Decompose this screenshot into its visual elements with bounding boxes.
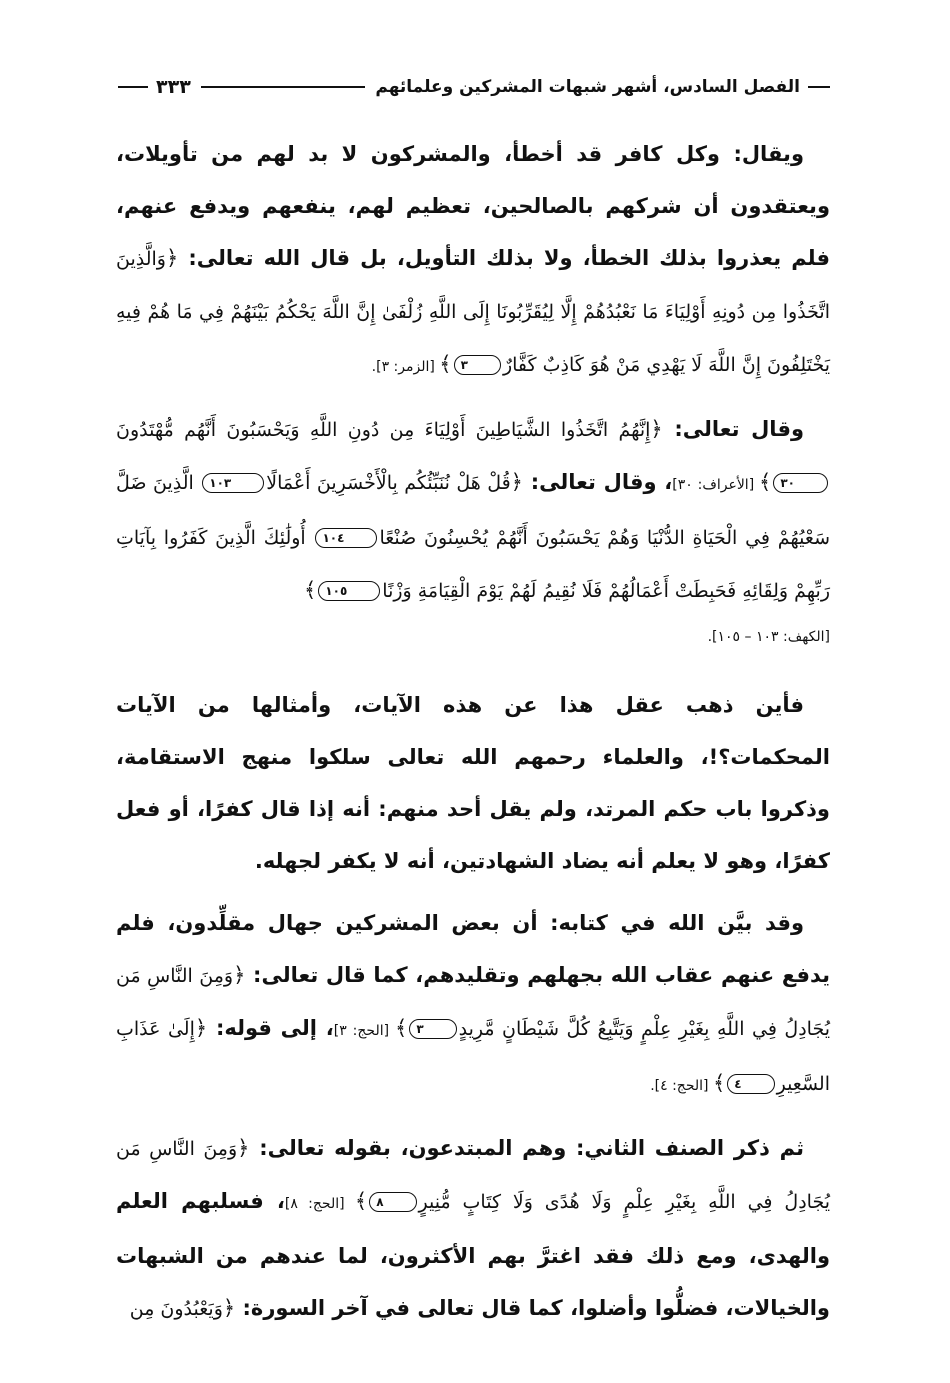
paragraph (116, 403, 830, 617)
quran-close-bracket: ﴾ (439, 352, 452, 376)
quran-open-bracket: ﴿ (165, 246, 179, 270)
body-text-run: فأين ذهب عقل هذا عن هذه الآيات، وأمثالها من الآيات المحكمات؟!، والعلماء رحمهم الله تعالى سلكوا منهج الاستقامة، وذكروا باب حكم المرتد، ولم يقل أحد منهم: أنه إذا قال كفرًا، أو فعل كفرًا، وهو لا يعلم أنه يضاد الشهادتين، أنه لا يكفر لجهله. (116, 693, 830, 873)
quran-open-bracket: ﴿ (233, 963, 246, 987)
quran-open-bracket: ﴿ (650, 417, 663, 441)
page-number: ٣٣٣ (156, 76, 191, 98)
verse-reference: [الكهف: ١٠٣ – ١٠٥]. (707, 629, 830, 645)
body-text-run: وقد بيَّن الله في كتابه: أن بعض المشركين جهال مقلِّدون، فلم يدفع عنهم عقاب الله بجهلهم وتقليدهم، كما قال تعالى: (116, 911, 830, 987)
header-rule-right (808, 86, 830, 88)
chapter-title: الفصل السادس، أشهر شبهات المشركين وعلمائهم (375, 77, 800, 97)
body-text (116, 128, 830, 1335)
paragraph (116, 679, 830, 887)
quran-close-bracket: ﴾ (759, 470, 772, 494)
header-rule-middle (201, 86, 366, 88)
verse-reference: [الحج: ٤]. (650, 1078, 713, 1094)
quran-close-bracket: ﴾ (712, 1071, 726, 1095)
ayah-number-marker: ١٠٤ (315, 528, 377, 548)
ayah-number-marker: ٨ (369, 1192, 416, 1212)
verse-reference: [الحج: ٨] (284, 1196, 355, 1212)
quran-text: أُولَٰئِكَ الَّذِينَ كَفَرُوا بِآيَاتِ رَبِّهِمْ وَلِقَائِهِ فَحَبِطَتْ أَعْمَالُهُمْ فَلَا نُقِيمُ لَهُمْ يَوْمَ الْقِيَامَةِ وَزْنًا (116, 527, 830, 602)
body-text-run: ، وقال تعالى: (522, 470, 673, 494)
ayah-number-marker: ٣ (454, 355, 501, 375)
body-text-run: ويقال: وكل كافر قد أخطأ، والمشركون لا بد لهم من تأويلات، ويعتقدون أن شركهم بالصالحين، تعظيم لهم، ينفعهم ويدفع عنهم، فلم يعذروا بذلك الخطأ، ولا بذلك التأويل، بل قال الله تعالى: (116, 142, 830, 270)
quran-text: وَيَعْبُدُونَ مِن (129, 1298, 223, 1320)
header-rule-left (118, 86, 148, 88)
verse-reference: [الحج: ٣] (333, 1023, 395, 1039)
quran-close-bracket: ﴾ (395, 1016, 408, 1040)
ayah-number-marker: ١٠٣ (202, 473, 264, 493)
quran-open-bracket: ﴿ (222, 1296, 236, 1320)
quran-open-bracket: ﴿ (237, 1136, 250, 1160)
quran-text: قُلْ هَلْ نُنَبِّئُكُم بِالْأَخْسَرِينَ أَعْمَالًا (266, 472, 511, 494)
body-text-run: ، إلى قوله: (207, 1016, 334, 1040)
running-header (118, 70, 830, 104)
ayah-number-marker: ٣ (409, 1019, 456, 1039)
ayah-number-marker: ٣٠ (773, 473, 828, 493)
quran-text: وَالَّذِينَ اتَّخَذُوا مِن دُونِهِ أَوْلِيَاءَ مَا نَعْبُدُهُمْ إِلَّا لِيُقَرِّبُونَا إِلَى اللَّهِ زُلْفَىٰ إِنَّ اللَّهَ يَحْكُمُ بَيْنَهُمْ فِي مَا هُمْ فِيهِ يَخْتَلِفُونَ إِنَّ اللَّهَ لَا يَهْدِي مَنْ هُوَ كَاذِبٌ كَفَّارٌ (116, 248, 830, 376)
quran-text: إِنَّهُمُ اتَّخَذُوا الشَّيَاطِينَ أَوْلِيَاءَ مِن دُونِ اللَّهِ وَيَحْسَبُونَ أَنَّهُم مُّهْتَدُونَ (116, 419, 651, 441)
ayah-number-marker: ٤ (727, 1074, 774, 1094)
body-text-run: وقال تعالى: (662, 417, 804, 441)
body-text-run: ثم ذكر الصنف الثاني: وهم المبتدعون، بقوله تعالى: (249, 1136, 804, 1160)
quran-open-bracket: ﴿ (194, 1016, 208, 1040)
ayah-number-marker: ١٠٥ (318, 581, 380, 601)
quran-close-bracket: ﴾ (303, 578, 317, 602)
quran-text: وَمِنَ النَّاسِ مَن يُجَادِلُ فِي اللَّهِ بِغَيْرِ عِلْمٍ وَلَا هُدًى وَلَا كِتَابٍ مُّنِيرٍ (116, 1138, 831, 1213)
quran-text: الَّذِينَ ضَلَّ سَعْيُهُمْ فِي الْحَيَاةِ الدُّنْيَا وَهُمْ يَحْسَبُونَ أَنَّهُمْ يُحْسِنُونَ صُنْعًا (116, 472, 830, 549)
verse-reference: [الأعراف: ٣٠] (672, 477, 760, 493)
quran-text: إِلَىٰ عَذَابِ السَّعِيرِ (116, 1018, 830, 1095)
paragraph (116, 897, 830, 1112)
quran-close-bracket: ﴾ (354, 1189, 368, 1213)
paragraph (116, 128, 830, 393)
body-text-run: ، فسلبهم العلم والهدى، ومع ذلك فقد اغترَّ بهم الأكثرون، لما عندهم من الشبهات والخيالات، فضلُّوا وأضلوا، كما قال تعالى في آخر السورة: (116, 1189, 830, 1320)
quran-text: وَمِنَ النَّاسِ مَن يُجَادِلُ فِي اللَّهِ بِغَيْرِ عِلْمٍ وَيَتَّبِعُ كُلَّ شَيْطَانٍ مَّرِيدٍ (116, 965, 831, 1040)
paragraph (116, 1122, 830, 1335)
quran-open-bracket: ﴿ (510, 470, 523, 494)
verse-reference: [الزمر: ٣]. (371, 359, 440, 375)
